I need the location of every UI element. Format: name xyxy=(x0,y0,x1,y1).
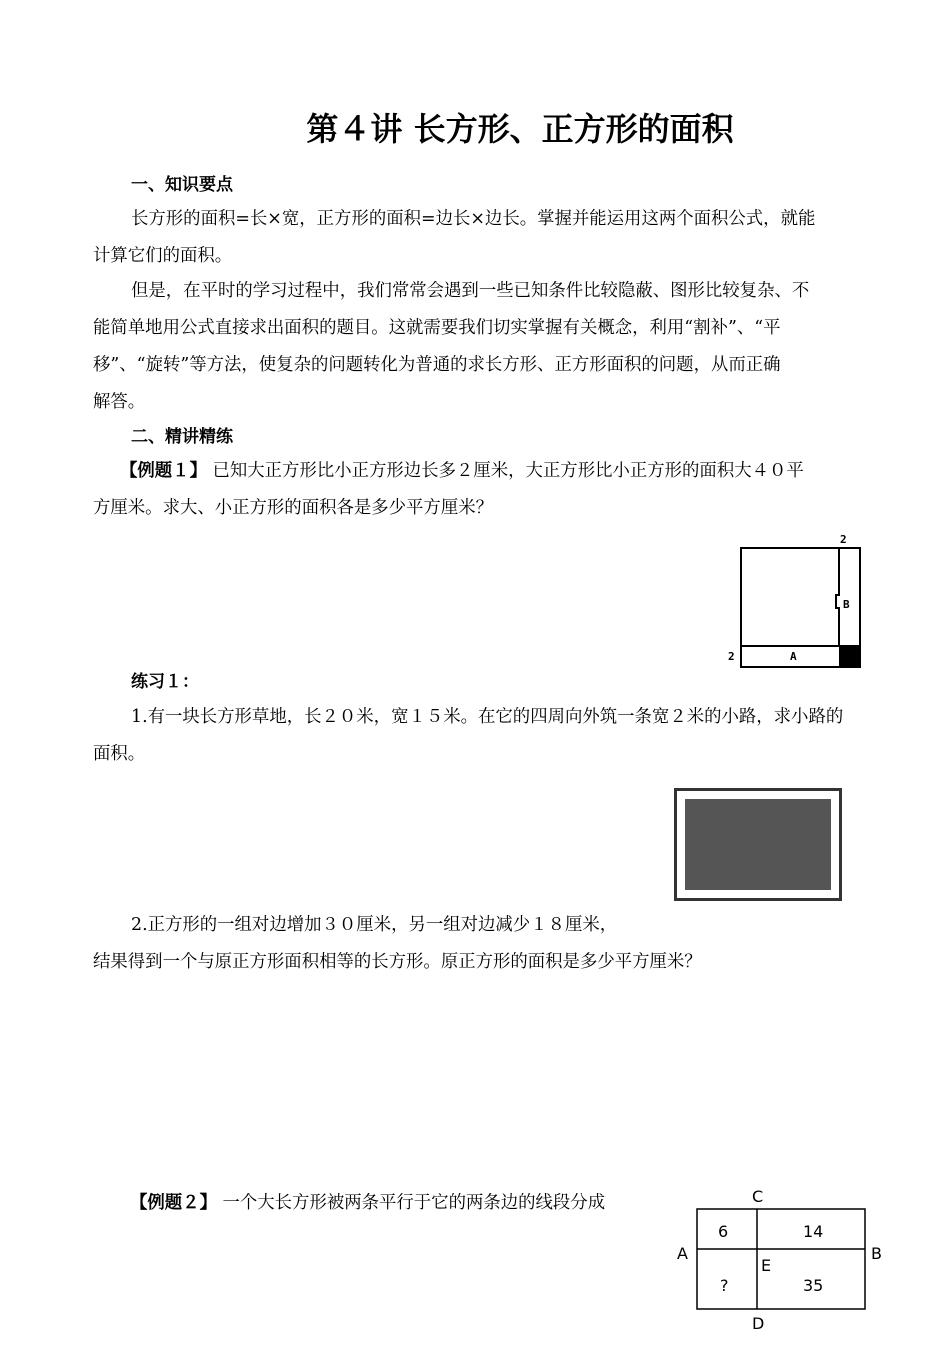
lawn-path-figure xyxy=(674,788,842,902)
example-1-text: 已知大正方形比小正方形边长多２厘米，大正方形比小正方形的面积大４０平 xyxy=(206,461,804,481)
question-1-line: 1.有一块长方形草地，长２０米，宽１５米。在它的四周向外筑一条宽２米的小路，求小路的 xyxy=(131,707,844,727)
page-title: 第４讲 长方形、正方形的面积 xyxy=(306,110,734,148)
cell-top-right: 14 xyxy=(803,1222,824,1241)
rectangle-diagram xyxy=(674,788,842,902)
example-1-tag: 【例题１】 xyxy=(120,461,207,481)
question-2-line: 2.正方形的一组对边增加３０厘米，另一组对边减少１８厘米， xyxy=(131,915,618,935)
cell-bottom-right: 35 xyxy=(803,1276,824,1295)
example-2-figure xyxy=(672,1184,892,1344)
paragraph-line: 解答。 xyxy=(93,392,146,412)
cell-bottom-left: ? xyxy=(720,1276,729,1295)
section-heading-practice: 二、精讲精练 xyxy=(131,427,233,447)
label-a: A xyxy=(677,1244,688,1263)
label-b: B xyxy=(843,598,850,611)
example-2-line xyxy=(130,1188,605,1213)
question-2-line-2: 结果得到一个与原正方形面积相等的长方形。原正方形的面积是多少平方厘米？ xyxy=(93,952,702,972)
example-1-line-2: 方厘米。求大、小正方形的面积各是多少平方厘米？ xyxy=(93,498,493,518)
example-2-text: 一个大长方形被两条平行于它的两条边的线段分成 xyxy=(216,1193,606,1213)
label-e: E xyxy=(761,1256,772,1275)
paragraph-line: 长方形的面积=长×宽，正方形的面积=边长×边长。掌握并能运用这两个面积公式，就能 xyxy=(131,209,816,229)
label-c: C xyxy=(752,1187,764,1206)
cell-top-left: 6 xyxy=(718,1222,729,1241)
paragraph-line: 能简单地用公式直接求出面积的题目。这就需要我们切实掌握有关概念，利用“割补”、“平 xyxy=(93,318,781,338)
section-heading-knowledge: 一、知识要点 xyxy=(131,175,233,195)
question-1-line-2: 面积。 xyxy=(93,744,146,764)
label-a: A xyxy=(790,650,797,663)
label-left: 2 xyxy=(728,650,735,663)
example-1-line xyxy=(120,456,804,481)
paragraph-line: 但是，在平时的学习过程中，我们常常会遇到一些已知条件比较隐蔽、图形比较复杂、不 xyxy=(131,281,810,301)
example-2-tag: 【例题２】 xyxy=(130,1193,217,1213)
example-1-figure xyxy=(726,533,866,673)
label-top: 2 xyxy=(840,533,847,546)
paragraph-line: 移”、“旋转”等方法，使复杂的问题转化为普通的求长方形、正方形面积的问题，从而正确 xyxy=(93,355,781,375)
paragraph-line: 计算它们的面积。 xyxy=(93,246,233,266)
practice-heading: 练习１： xyxy=(131,672,199,692)
grid-diagram xyxy=(672,1184,892,1344)
label-b: B xyxy=(871,1244,882,1263)
label-d: D xyxy=(752,1314,765,1333)
